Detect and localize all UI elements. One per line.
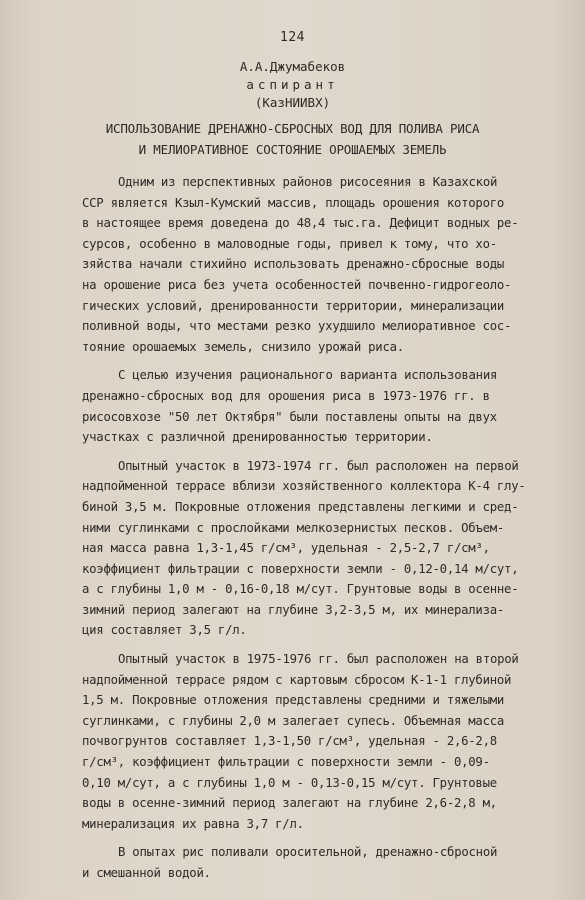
paragraph-line: поливной воды, что местами резко ухудшило мелиоративное сос- xyxy=(82,319,512,334)
paragraph xyxy=(82,649,550,834)
paragraph-line: тояние орошаемых земель, снизило урожай риса. xyxy=(82,339,404,354)
paragraph-line: суглинками, с глубины 2,0 м залегает супесь. Объемная масса xyxy=(82,713,505,728)
paragraph-line: на орошение риса без учета особенностей почвенно-гидрогеоло- xyxy=(82,277,512,292)
paragraph-line: зимний период залегают на глубине 3,2-3,5 м, их минерализа- xyxy=(82,602,505,617)
paragraph-line: надпойменной террасе вблизи хозяйственного коллектора К-4 глу- xyxy=(82,479,526,494)
article-body xyxy=(82,172,550,892)
paragraph-line: ная масса равна 1,3-1,45 г/см³, удельная - 2,5-2,7 г/см³, xyxy=(82,541,490,556)
paragraph-line: С целью изучения рационального варианта использования xyxy=(118,368,498,383)
paragraph-line: и смешанной водой. xyxy=(82,866,211,880)
paragraph-line: а с глубины 1,0 м - 0,16-0,18 м/сут. Грунтовые воды в осенне- xyxy=(82,582,519,597)
paragraph xyxy=(82,365,550,447)
paragraph xyxy=(82,172,550,357)
paragraph-line: г/см³, коэффициент фильтрации с поверхности земли - 0,09- xyxy=(82,755,490,770)
paragraph-line: почвогрунтов составляет 1,3-1,50 г/см³, удельная - 2,6-2,8 xyxy=(82,734,497,749)
paragraph-line: минерализация их равна 3,7 г/л. xyxy=(82,816,304,831)
paragraph-line: ними суглинками с прослойками мелкозернистых песков. Объем- xyxy=(82,520,505,535)
paragraph-line: зяйства начали стихийно использовать дренажно-сбросные воды xyxy=(82,257,505,272)
title-line-1: ИСПОЛЬЗОВАНИЕ ДРЕНАЖНО-СБРОСНЫХ ВОД ДЛЯ ПОЛИВА РИСА xyxy=(105,121,480,136)
paragraph-line: 0,10 м/сут, а с глубины 1,0 м - 0,13-0,15 м/сут. Грунтовые xyxy=(82,775,497,790)
author-name: А.А.Джумабеков xyxy=(239,59,346,74)
author-block xyxy=(0,58,585,112)
paragraph-line: коэффициент фильтрации с поверхности земли - 0,12-0,14 м/сут, xyxy=(82,561,519,576)
paragraph-line: сурсов, особенно в маловодные годы, привел к тому, что хо- xyxy=(82,236,497,251)
paragraph-line: Опытный участок в 1973-1974 гг. был расположен на первой xyxy=(118,458,519,473)
article-title xyxy=(0,118,585,160)
paragraph-line: 1,5 м. Покровные отложения представлены средними и тяжелыми xyxy=(82,693,505,708)
paragraph-line: дренажно-сбросных вод для орошения риса в 1973-1976 гг. в xyxy=(82,388,490,403)
author-institution: (КазНИИВХ) xyxy=(254,95,331,110)
paragraph-line: рисосовхозе "50 лет Октября" были поставлены опыты на двух xyxy=(82,409,497,424)
paragraph-line: участках с различной дренированностью территории. xyxy=(82,430,433,445)
paragraph-line: гических условий, дренированности территории, минерализации xyxy=(82,298,505,313)
paragraph-line: ция составляет 3,5 г/л. xyxy=(82,623,247,638)
paragraph-line: ССР является Кзыл-Кумский массив, площадь орошения которого xyxy=(82,195,505,210)
paragraph-line: В опытах рис поливали оросительной, дренажно-сбросной xyxy=(118,845,498,860)
page-number: 124 xyxy=(280,30,305,45)
paragraph-line: биной 3,5 м. Покровные отложения представлены легкими и сред- xyxy=(82,499,519,514)
paragraph xyxy=(82,842,550,883)
paragraph-line: воды в осенне-зимний период залегают на глубине 2,6-2,8 м, xyxy=(82,796,497,811)
title-line-2: И МЕЛИОРАТИВНОЕ СОСТОЯНИЕ ОРОШАЕМЫХ ЗЕМЕЛЬ xyxy=(138,142,447,157)
author-position: аспирант xyxy=(246,77,339,92)
paragraph-line: Одним из перспективных районов рисосеяния в Казахской xyxy=(118,175,498,189)
paragraph-line: Опытный участок в 1975-1976 гг. был расположен на второй xyxy=(118,652,519,667)
paragraph xyxy=(82,456,550,641)
paragraph-line: надпойменной террасе рядом с картовым сбросом К-1-1 глубиной xyxy=(82,672,512,687)
paragraph-line: в настоящее время доведена до 48,4 тыс.га. Дефицит водных ре- xyxy=(82,216,519,231)
